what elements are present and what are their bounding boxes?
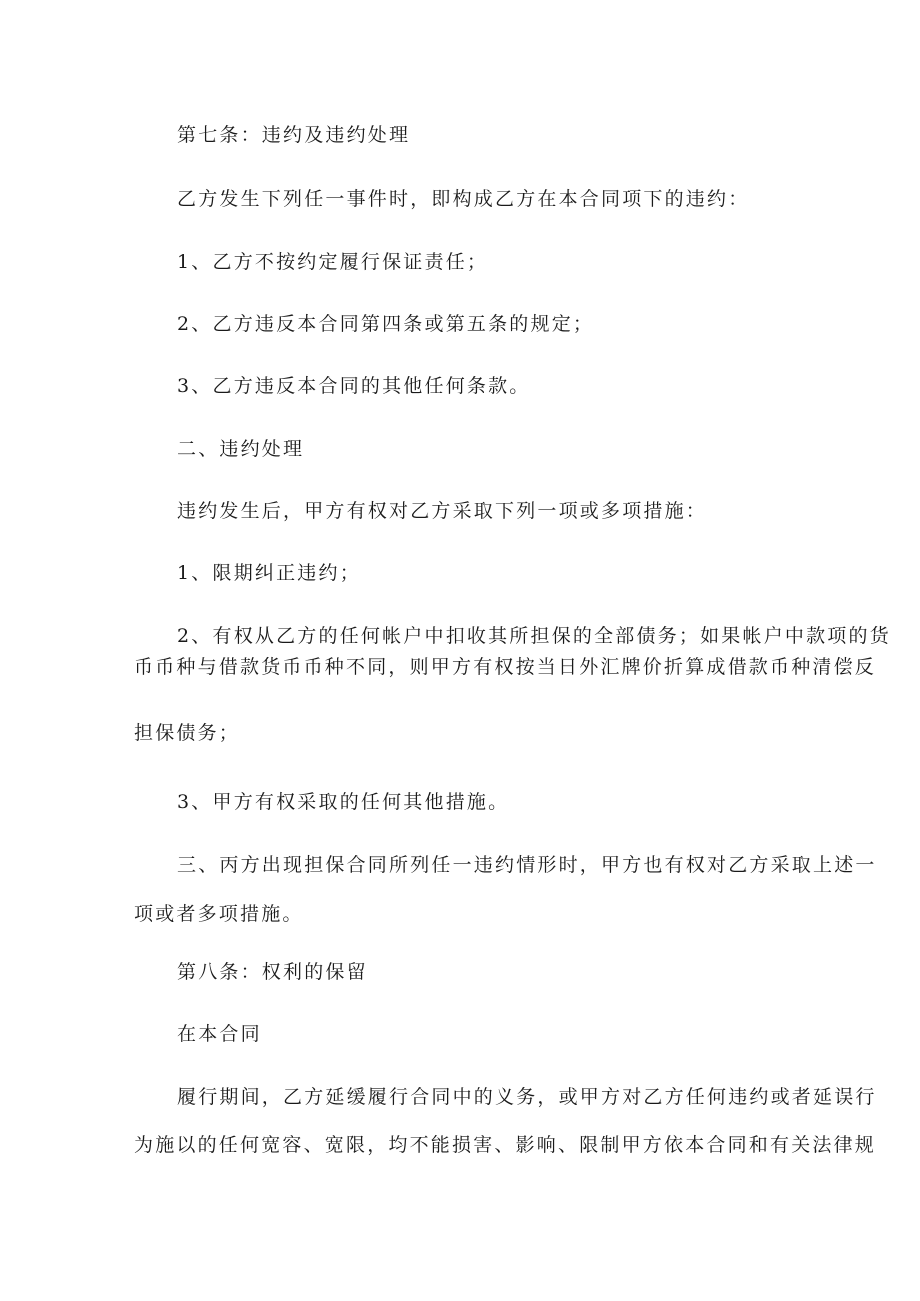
paragraph-line: 第八条：权利的保留 bbox=[177, 961, 368, 983]
paragraph-line: 履行期间，乙方延缓履行合同中的义务，或甲方对乙方任何违约或者延误行 bbox=[177, 1086, 877, 1108]
paragraph-line: 违约发生后，甲方有权对乙方采取下列一项或多项措施： bbox=[177, 500, 708, 522]
paragraph-line: 三、丙方出现担保合同所列任一违约情形时，甲方也有权对乙方采取上述一 bbox=[177, 854, 877, 876]
paragraph-line: 3、乙方违反本合同的其他任何条款。 bbox=[177, 375, 531, 397]
paragraph-line: 项或者多项措施。 bbox=[134, 903, 304, 925]
paragraph-line: 2、有权从乙方的任何帐户中扣收其所担保的全部债务；如果帐户中款项的货 bbox=[177, 625, 891, 647]
paragraph-line: 币币种与借款货币币种不同，则甲方有权按当日外汇牌价折算成借款币种清偿反 bbox=[134, 656, 877, 678]
paragraph-line: 3、甲方有权采取的任何其他措施。 bbox=[177, 791, 510, 813]
paragraph-line: 1、乙方不按约定履行保证责任； bbox=[177, 251, 489, 273]
paragraph-line: 2、乙方违反本合同第四条或第五条的规定； bbox=[177, 313, 595, 335]
paragraph-line: 担保债务； bbox=[134, 722, 241, 744]
paragraph-line: 第七条：违约及违约处理 bbox=[177, 124, 411, 146]
paragraph-line: 乙方发生下列任一事件时，即构成乙方在本合同项下的违约： bbox=[177, 188, 750, 210]
paragraph-line: 为施以的任何宽容、宽限，均不能损害、影响、限制甲方依本合同和有关法律规 bbox=[134, 1134, 877, 1156]
paragraph-line: 二、违约处理 bbox=[177, 438, 305, 460]
paragraph-line: 1、限期纠正违约； bbox=[177, 562, 361, 584]
paragraph-line: 在本合同 bbox=[177, 1023, 262, 1045]
